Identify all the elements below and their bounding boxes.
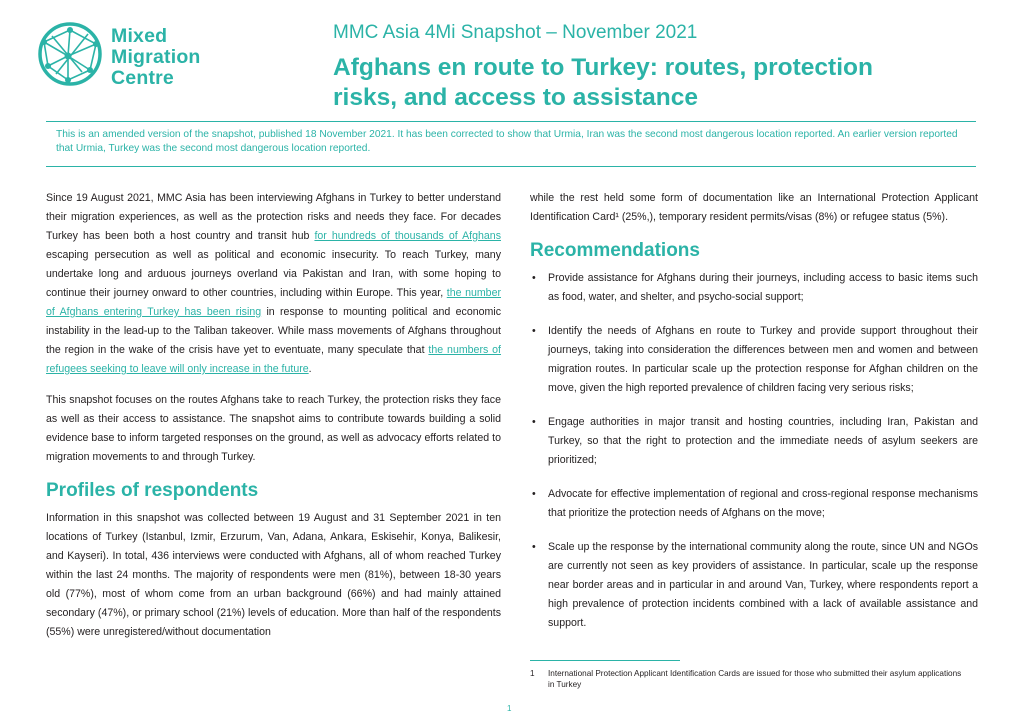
footnote-divider <box>530 660 680 661</box>
footnote-text: International Protection Applicant Identification Cards are issued for those who submitted their asylum applications in Turkey <box>548 669 962 689</box>
left-column <box>46 189 501 654</box>
page-number: 1 <box>507 704 512 713</box>
recommendation-text: Scale up the response by the international community along the route, since UN and NGOs are currently not seen as key providers of assistance. In particular, scale up the response near border areas and in particular in and around Van, Turkey, where respondents report a high prevalence of protection incidents combined with a lack of available assistance and support. <box>548 541 978 629</box>
page-title: Afghans en route to Turkey: routes, protection risks, and access to assistance <box>333 54 873 111</box>
recommendations-list <box>530 269 978 633</box>
recommendation-text: Identify the needs of Afghans en route to Turkey and provide support throughout their journeys, taking into consideration the differences between men and women and between migration routes. In particular scale up the protection response for Afghan children on the move, given the high reported prevalence of children facing very serious risks; <box>548 325 978 394</box>
intro-text-d: . <box>308 363 312 375</box>
recommendation-text: Engage authorities in major transit and hosting countries, including Iran, Pakistan and Turkey, so that the right to protection and the immediate needs of asylum seekers are prioritized; <box>548 416 978 466</box>
intro-text-b: escaping persecution as well as political and economic insecurity. To reach Turkey, many undertake long and arduous journeys overland via Pakistan and Iran, with some hoping to continue their journey onward to other countries, including within Europe. This year, <box>46 249 501 299</box>
continued-paragraph: while the rest held some form of documentation like an International Protection Applicant Identification Card¹ (25%,), temporary resident permits/visas (8%) or refugee status (5%). <box>530 192 978 223</box>
bullet-icon: • <box>532 541 536 553</box>
right-column <box>530 189 978 648</box>
logo-wordmark <box>111 26 201 89</box>
list-item <box>530 485 978 523</box>
bullet-icon: • <box>532 488 536 500</box>
bullet-icon: • <box>532 325 536 337</box>
intro-text-a: Since 19 August 2021, MMC Asia has been interviewing Afghans in Turkey to better understand their migration experiences, as well as the protection risks and needs they face. For decades Turkey has been both a host country and transit hub <box>46 192 501 242</box>
bullet-icon: • <box>532 416 536 428</box>
footnote-number: 1 <box>530 669 535 678</box>
profiles-paragraph: Information in this snapshot was collected between 19 August and 31 September 2021 in ten locations of Turkey (Istanbul, Izmir, Erzurum, Van, Adana, Ankara, Eskisehir, Konya, Balikesir, and Kayseri). In total, 436 interviews were conducted with Afghans, all of whom reached Turkey within the last 24 months. The majority of respondents were men (81%), between 18-30 years old (77%), most of whom come from an urban background (66%) and had mainly attained secondary (47%), or primary school (21%) levels of education. More than half of the respondents (55%) were unregistered/without documentation <box>46 512 501 638</box>
recommendation-text: Provide assistance for Afghans during their journeys, including access to basic items such as food, water, and shelter, and psycho-social support; <box>548 272 978 303</box>
list-item <box>530 538 978 633</box>
logo-line-3: Centre <box>111 67 174 89</box>
recommendations-heading: Recommendations <box>530 240 700 261</box>
list-item <box>530 322 978 398</box>
mmc-logo-icon <box>38 22 102 86</box>
amendment-note: This is an amended version of the snapshot, published 18 November 2021. It has been corrected to show that Urmia, Iran was the second most dangerous location reported. An earlier version reported that Urmia, Turkey was the second most dangerous location reported. <box>46 121 976 167</box>
recommendation-text: Advocate for effective implementation of regional and cross-regional response mechanisms that prioritize the protection needs of Afghans on the move; <box>548 488 978 519</box>
list-item <box>530 413 978 470</box>
intro-paragraph <box>46 189 501 379</box>
link-numbers-increase[interactable]: the numbers of refugees seeking to leave will only increase in the future <box>46 344 502 375</box>
list-item <box>530 269 978 307</box>
bullet-icon: • <box>532 272 536 284</box>
intro-text-c: in response to mounting political and economic instability in the lead-up to the Taliban takeover. While mass movements of Afghans throughout the region in the wake of the crisis have yet to eventuate, many speculate that <box>46 306 501 356</box>
link-hundreds-of-thousands[interactable]: for hundreds of thousands of Afghans <box>314 230 501 242</box>
profiles-heading: Profiles of respondents <box>46 480 259 501</box>
logo-line-1: Mixed <box>111 25 168 47</box>
focus-paragraph: This snapshot focuses on the routes Afghans take to reach Turkey, the protection risks they face as well as their access to assistance. The snapshot aims to contribute towards building a solid evidence base to inform targeted responses on the ground, as well as advocacy efforts related to migration movements to and through Turkey. <box>46 394 501 463</box>
link-number-rising[interactable]: the number of Afghans entering Turkey has been rising <box>46 287 501 318</box>
logo-line-2: Migration <box>111 46 201 68</box>
snapshot-kicker: MMC Asia 4Mi Snapshot – November 2021 <box>333 22 698 43</box>
